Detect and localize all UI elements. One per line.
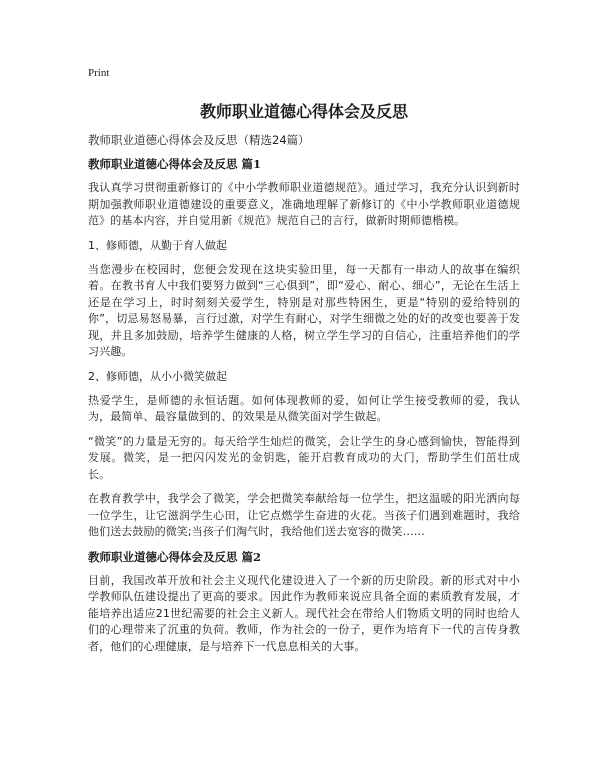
- section-heading-2: 教师职业道德心得体会及反思 篇2: [88, 549, 262, 564]
- paragraph: 在教育教学中，我学会了微笑，学会把微笑奉献给每一位学生，把这温暖的阳光洒向每一位学生，让它滋润学生心田，让它点燃学生奋进的火花。当孩子们遇到难题时，我给他们送去鼓励的微笑;当孩子们淘气时，我给他们送去宽容的微笑……: [88, 492, 520, 538]
- document-page: [88, 66, 520, 663]
- sub-heading-2: 2、修师德，从小小微笑做起: [88, 369, 227, 383]
- section-heading-1: 教师职业道德心得体会及反思 篇1: [88, 157, 262, 171]
- paragraph: “微笑”的力量是无穷的。每天给学生灿烂的微笑，会让学生的身心感到愉快，智能得到发展。微笑，是一把闪闪发光的金钥匙，能开启教育成功的大门，帮助学生们茁壮成长。: [88, 434, 520, 481]
- paragraph: 目前，我国改革开放和社会主义现代化建设进入了一个新的历史阶段。新的形式对中小学教师队伍建设提出了更高的要求。因此作为教师来说应具备全面的素质教育发展，才能培养出适应21世纪需要的社会主义新人。现代社会在带给人们物质文明的同时也给人们的心理带来了沉重的负荷。教师，作为社会的一份子，更作为培育下一代的言传身教者，他们的心理健康，是与培养下一代息息相关的大事。: [88, 573, 520, 653]
- document-subtitle: 教师职业道德心得体会及反思（精选24篇）: [88, 133, 310, 147]
- paragraph: 我认真学习贯彻重新修订的《中小学教师职业道德规范》。通过学习，我充分认识到新时期加强教师职业道德建设的重要意义，准确地理解了新修订的《中小学教师职业道德规范》的基本内容，并自觉用新《规范》规范自己的言行，做新时期师德楷模。: [88, 181, 520, 227]
- paragraph: 当您漫步在校园时，您便会发现在这块实验田里，每一天都有一串动人的故事在编织着。在教书育人中我们要努力做到“三心俱到”，即“爱心、耐心、细心”，无论在生活上还是在学习上，时时刻刻关爱学生，特别是对那些特困生，更是“特别的爱给特别的你”，切忌易怒易暴，言行过激，对学生有耐心，对学生细微之处的好的改变也要善于发现，并且多加鼓励，培养学生健康的人格，树立学生学习的自信心，注重培养他们的学习兴趣。: [88, 262, 520, 358]
- paragraph: 热爱学生，是师德的永恒话题。如何体现教师的爱，如何让学生接受教师的爱，我认为，最简单、最容量做到的、的效果是从微笑面对学生做起。: [88, 393, 520, 423]
- print-link[interactable]: Print: [88, 67, 110, 79]
- sub-heading-1: 1、修师德，从勤于育人做起: [88, 238, 227, 252]
- document-title: 教师职业道德心得体会及反思: [199, 102, 408, 121]
